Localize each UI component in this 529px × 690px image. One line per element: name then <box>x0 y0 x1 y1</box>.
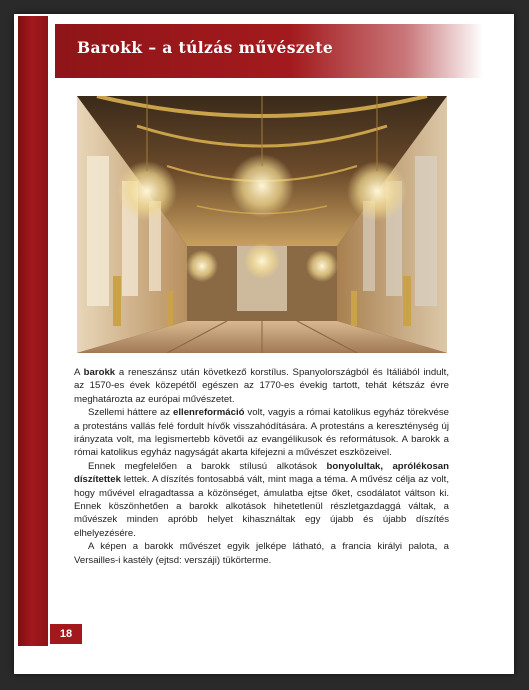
paragraph-3 <box>74 460 449 540</box>
paragraph-2 <box>74 406 449 460</box>
paragraph-2-text-a: Szellemi háttere az <box>88 407 174 419</box>
paragraph-3-text-a: Ennek megfelelően a barokk stílusú alkotások <box>88 460 327 472</box>
keyword-barokk: barokk <box>83 367 116 378</box>
page-spine-bar <box>18 16 48 646</box>
paragraph-4: A képen a barokk művészet egyik jelképe látható, a francia királyi palota, a Versailles-i kastély (ejtsd: verszáji) tükörterme. <box>74 541 449 566</box>
chapter-header <box>55 22 483 78</box>
keyword-ellenreformacio: ellenreformáció <box>173 407 245 419</box>
paragraph-1-text-a: A <box>74 367 84 378</box>
paragraph-2-text-c: volt, vagyis a római katolikus egyház törekvése a protestáns vallás felé fordult hívők visszahódítására. A protestáns a kereszténység új irányzata volt, ma legismertebb követői az evangélikusok és reformátusok. A barokk a római katolikus egyház nagyságát akarta kifejezni a művészet eszközeivel. <box>74 407 449 459</box>
keyword-bonyolultak: bonyolultak, aprólékosan díszítettek <box>74 460 449 486</box>
paragraph-1-text-c: a reneszánsz után következő korstílus. Spanyolországból és Itáliából indult, az 1570-es évek közepétől egészen az 1770-es évekig tartott, tehát kétszáz évre meghatározta az európai művészetet. <box>74 367 449 405</box>
hall-of-mirrors-photo <box>77 96 447 353</box>
page-number: 18 <box>50 624 82 644</box>
body-text <box>74 366 449 567</box>
chapter-title: Barokk – a túlzás művészete <box>77 38 334 57</box>
paragraph-3-text-c: lettek. A díszítés fontosabbá vált, mint maga a téma. A művész célja az volt, hogy művével elragadtassa a közönséget, ámulatba ejtse őket, csodálatot váltson ki. Ennek köszönhetően a barokk alkotások hihetetlenül részletgazdaggá váltak, a művészek minden apróbb helyet kihasználtak egy újabb és újabb díszítés elhelyezésére. <box>74 474 449 539</box>
paragraph-1 <box>74 366 449 406</box>
